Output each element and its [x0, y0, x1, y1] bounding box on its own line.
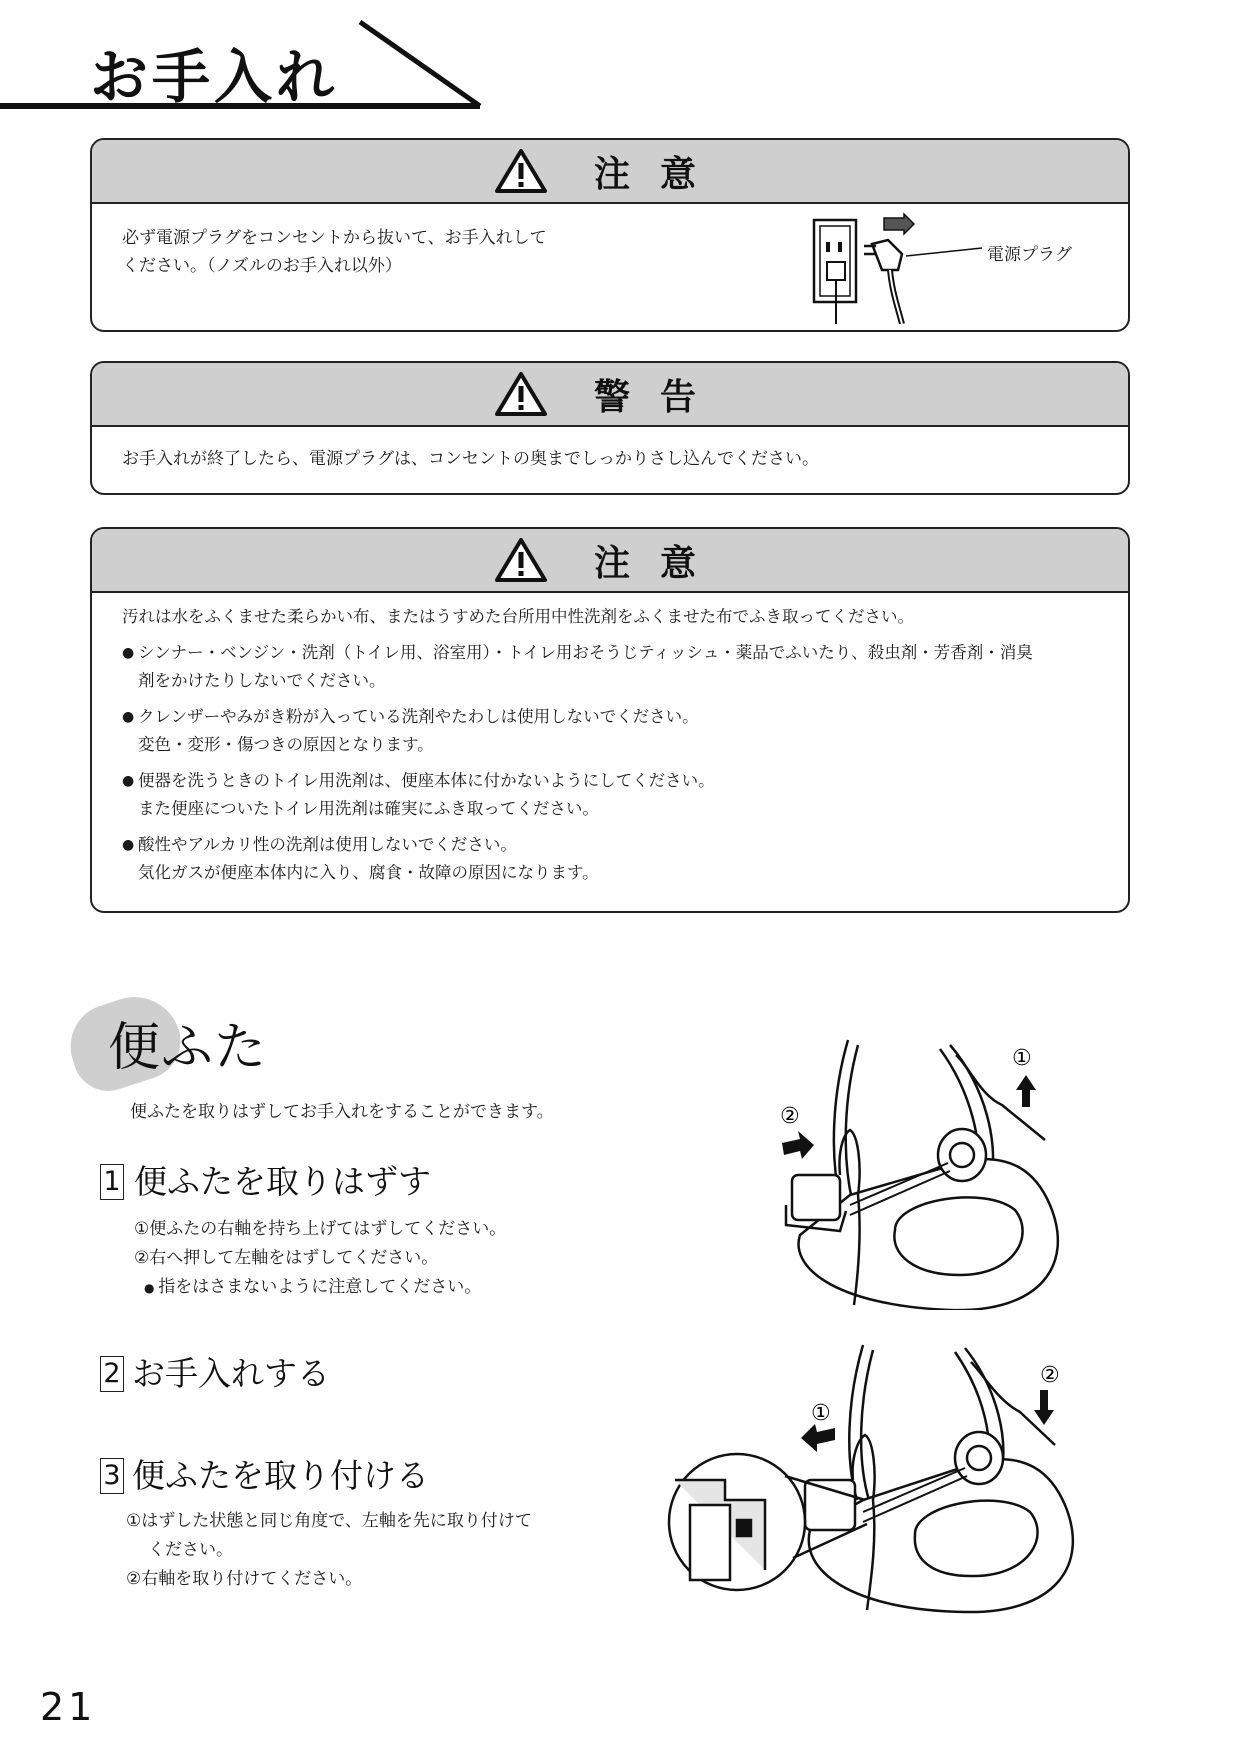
- page-number: 21: [40, 1685, 97, 1729]
- step-number: 2: [100, 1356, 124, 1392]
- figure-step-label: ①: [811, 1401, 831, 1426]
- page-title: お手入れ: [90, 43, 339, 111]
- warning-box: [90, 361, 1130, 495]
- power-plug-label: 電源プラグ: [987, 245, 1072, 265]
- step-1: [100, 1163, 506, 1303]
- step-title: 便ふたを取りはずす: [134, 1162, 431, 1201]
- caution-bullet: [122, 639, 1098, 695]
- bullet-line: 変色・変形・傷つきの原因となります。: [138, 735, 434, 754]
- warning-text: お手入れが終了したら、電源プラグは、コンセントの奥までしっかりさし込んでください。: [122, 449, 819, 469]
- section-title: 便ふた: [108, 1018, 268, 1078]
- figure-step-label: ②: [1040, 1363, 1060, 1388]
- warning-triangle-icon: [494, 371, 548, 417]
- warning-header: [92, 363, 1128, 427]
- lid-attach-illustration: [635, 1340, 1095, 1640]
- caution-heading: 注意: [593, 153, 726, 195]
- step-number: 1: [100, 1164, 124, 1200]
- power-plug-illustration: [802, 212, 1002, 324]
- caution-box-power: [90, 138, 1130, 332]
- bullet-dot-icon: ●: [122, 773, 135, 789]
- step-2: [100, 1355, 330, 1393]
- step-note: [144, 1273, 506, 1303]
- caution-header: [92, 140, 1128, 204]
- bullet-line: また便座についたトイレ用洗剤は確実にふき取ってください。: [138, 799, 599, 818]
- bullet-line: 気化ガスが便座本体内に入り、腐食・故障の原因になります。: [138, 863, 599, 882]
- step-instruction: ②右軸を取り付けてください。: [126, 1569, 363, 1589]
- step-instruction: ②右へ押して左軸をはずしてください。: [134, 1248, 439, 1268]
- step-instruction: ①はずした状態と同じ角度で、左軸を先に取り付けて: [126, 1511, 532, 1531]
- cleaning-caution-box: [90, 527, 1130, 913]
- bullet-line: シンナー・ベンジン・洗剤（トイレ用、浴室用）・トイレ用おそうじティッシュ・薬品でふいたり、殺虫剤・芳香剤・消臭: [138, 643, 1033, 662]
- lid-removal-illustration: [770, 1035, 1070, 1310]
- bullet-line: 便器を洗うときのトイレ用洗剤は、便座本体に付かないようにしてください。: [138, 771, 715, 790]
- cleaning-caution-body: [92, 593, 1128, 887]
- bullet-dot-icon: ●: [144, 1281, 159, 1295]
- section-lead: 便ふたを取りはずしてお手入れをすることができます。: [130, 1102, 554, 1122]
- caution-heading: 注意: [593, 542, 726, 584]
- figure-step-label: ①: [1012, 1046, 1032, 1071]
- step-number: 3: [100, 1458, 124, 1494]
- warning-triangle-icon: [494, 148, 548, 194]
- step-3: [100, 1457, 532, 1594]
- bullet-line: 剤をかけたりしないでください。: [138, 671, 386, 690]
- warning-triangle-icon: [494, 537, 548, 583]
- step-title: 便ふたを取り付ける: [132, 1456, 429, 1495]
- step-title: お手入れする: [132, 1354, 330, 1393]
- caution-bullet: [122, 767, 1098, 823]
- caution-line: 必ず電源プラグをコンセントから抜いて、お手入れして: [122, 228, 547, 248]
- bullet-dot-icon: ●: [122, 645, 135, 661]
- bullet-dot-icon: ●: [122, 709, 135, 725]
- bullet-line: 酸性やアルカリ性の洗剤は使用しないでください。: [138, 835, 517, 854]
- step-note-text: 指をはさまないように注意してください。: [158, 1277, 482, 1297]
- cleaning-intro: 汚れは水をふくませた柔らかい布、またはうすめた台所用中性洗剤をふくませた布でふき取ってください。: [122, 607, 914, 626]
- warning-heading: 警告: [593, 376, 726, 418]
- caution-line: ください。（ノズルのお手入れ以外）: [122, 256, 402, 276]
- caution-bullet: [122, 703, 1098, 759]
- bullet-line: クレンザーやみがき粉が入っている洗剤やたわしは使用しないでください。: [138, 707, 699, 726]
- step-instruction: ください。: [148, 1540, 233, 1560]
- bullet-dot-icon: ●: [122, 837, 135, 853]
- warning-body: [92, 427, 1128, 473]
- step-instruction: ①便ふたの右軸を持ち上げてはずしてください。: [134, 1219, 507, 1239]
- caution-header: [92, 529, 1128, 593]
- caution-bullet: [122, 831, 1098, 887]
- figure-step-label: ②: [780, 1104, 800, 1129]
